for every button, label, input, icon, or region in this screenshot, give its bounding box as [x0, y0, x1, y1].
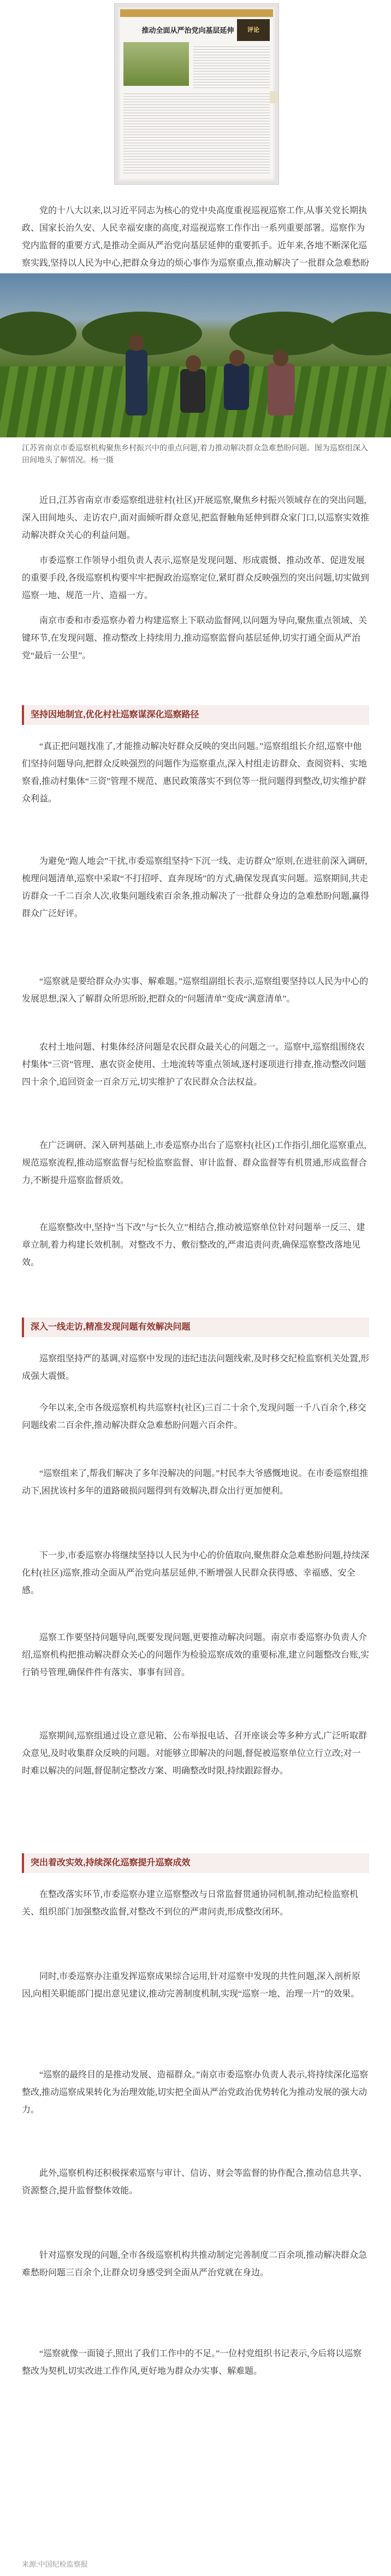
- paragraph: 南京市委和市委巡察办着力构建巡察上下联动监督网,以问题为导向,聚焦重点领域、关键环节,在发现问题、推动整改上持续用力,推动巡察监督向基层延伸,切实打通全面从严治党“最后一公里”。: [22, 616, 368, 660]
- paragraph: 近日,江苏省南京市委巡察组进驻村(社区)开展巡察,聚焦乡村振兴领域存在的突出问题,深入田间地头、走访农户,面对面倾听群众意见,把监督触角延伸到群众家门口,以巡察实效推动解决群众关心的利益问题。: [22, 496, 370, 540]
- person-figure: [126, 350, 147, 415]
- paragraph: 在整改落实环节,市委巡察办建立巡察整改与日常监督贯通协同机制,推动纪检监察机关、组织部门加强整改监督,对整改不到位的严肃问责,形成整改闭环。: [22, 1890, 359, 1917]
- paragraph: 此外,巡察机构还积极探索巡察与审计、信访、财会等监督的协作配合,推动信息共享、资源整合,提升监督整体效能。: [22, 2169, 368, 2196]
- article-source: 来源:中国纪检监察报: [22, 2560, 88, 2568]
- person-figure: [268, 364, 295, 415]
- paragraph: “真正把问题找准了,才能推动解决好群众反映的突出问题。”巡察组组长介绍,巡察中他们坚持问题导向,把群众反映强烈的问题作为巡察重点,深入村组走访群众、查阅资料、实地察看,推动村集体“三资”管理不规范、惠民政策落实不到位等一批问题得到整改,切实维护群众利益。: [22, 742, 368, 804]
- field-photo: [0, 273, 391, 437]
- paragraph: 在巡察整改中,坚持“当下改”与“长久立”相结合,推动被巡察单位针对问题举一反三、建章立制,着力构建长效机制。对整改不力、敷衍整改的,严肃追责问责,确保巡察整改落地见效。: [22, 1223, 365, 1267]
- paragraph: 农村土地问题、村集体经济问题是农民群众最关心的问题之一。巡察中,巡察组围绕农村集体“三资”管理、惠农资金使用、土地流转等重点领域,逐村逐项进行排查,推动整改问题四十余个,追回资金一百余万元,切实维护了农民群众合法权益。: [22, 1043, 366, 1087]
- paragraph: 巡察期间,巡察组通过设立意见箱、公布举报电话、召开座谈会等多种方式,广泛听取群众意见,及时收集群众反映的问题。对能够立即解决的问题,督促被巡察单位立行立改;对一时难以解决的问题,督促制定整改方案、明确整改时限,持续跟踪督办。: [22, 1731, 368, 1776]
- paragraph: 下一步,市委巡察办将继续坚持以人民为中心的价值取向,聚焦群众急难愁盼问题,持续深化村(社区)巡察,推动全面从严治党向基层延伸,不断增强人民群众获得感、幸福感、安全感。: [22, 1551, 370, 1595]
- newspaper-headline: 推动全面从严治党向基层延伸: [141, 26, 234, 34]
- person-figure: [180, 369, 205, 413]
- paragraph: “巡察组来了,帮我们解决了多年没解决的问题。”村民李大爷感慨地说。在市委巡察组推动下,困扰该村多年的道路破损问题得到有效解决,群众出行更加便利。: [22, 1469, 369, 1496]
- thumbnail-text-block: [123, 91, 270, 175]
- paragraph: 同时,市委巡察办注重发挥巡察成果综合运用,针对巡察中发现的共性问题,深入剖析原因,向相关职能部门提出意见建议,推动完善制度机制,实现“巡察一地、治理一片”的效果。: [22, 1972, 361, 1999]
- paragraph: 党的十八大以来,以习近平同志为核心的党中央高度重视巡视巡察工作,从事关党长期执政、国家长治久安、人民幸福安康的高度,对巡视巡察工作作出一系列重要部署。巡察作为党内监督的重要方式,是推动全面从严治党向基层延伸的重要抓手。近年来,各地不断深化巡察实践,坚持以人民为中心,把群众身边的烦心事作为巡察重点,推动解决了一批群众急难愁盼: [22, 206, 370, 268]
- person-figure: [224, 364, 249, 410]
- newspaper-page-thumbnail: [114, 3, 279, 185]
- section-heading: 突出着改实效,持续深化巡察提升巡察成效: [22, 1853, 369, 1873]
- photo-caption: 江苏省南京市委巡察机构聚焦乡村振兴中的重点问题,着力推动解决群众急难愁盼问题。图为巡察组深入田间地头了解情况。杨一摄: [22, 443, 368, 465]
- paragraph: 巡察组坚持严的基调,对巡察中发现的违纪违法问题线索,及时移交纪检监察机关处置,形成强大震慑。: [22, 1354, 370, 1381]
- paragraph: “巡察的最终目的是推动发展、造福群众。”南京市委巡察办负责人表示,将持续深化巡察整改,推动巡察成果转化为治理效能,切实把全面从严治党政治优势转化为推动发展的强大动力。: [22, 2070, 369, 2115]
- paragraph: “巡察就是要给群众办实事、解难题。”巡察组副组长表示,巡察组要坚持以人民为中心的发展思想,深入了解群众所思所盼,把群众的“问题清单”变成“满意清单”。: [22, 977, 369, 1004]
- paragraph: 市委巡察工作领导小组负责人表示,巡察是发现问题、形成震慑、推动改革、促进发展的重要手段,各级巡察机构要牢牢把握政治巡察定位,紧盯群众反映强烈的突出问题,切实做到巡察一地、规范一片、造福一方。: [22, 556, 370, 600]
- paragraph: 为避免“跑人地会”干扰,市委巡察组坚持“下沉一线、走访群众”原则,在进驻前深入调研,梳理问题清单,巡察中采取“不打招呼、直奔现场”的方式,确保发现真实问题。巡察期间,共走访群众一千二百余人次,收集问题线索百余条,推动解决了一批群众身边的急难愁盼问题,赢得群众广泛好评。: [22, 857, 370, 918]
- thumbnail-photo: [123, 42, 189, 86]
- paragraph: “巡察就像一面镜子,照出了我们工作中的不足。”一位村党组织书记表示,今后将以巡察整改为契机,切实改进工作作风,更好地为群众办实事、解难题。: [22, 2349, 362, 2376]
- thumbnail-text-lines: [193, 44, 270, 88]
- page-label: 评论: [237, 19, 270, 41]
- masthead-bar: [120, 9, 273, 17]
- paragraph: 今年以来,全市各级巡察机构共巡察村(社区)三百二十余个,发现问题一千八百余个,移交问题线索二百余件,推动解决群众急难愁盼问题六百余件。: [22, 1403, 366, 1430]
- section-heading: 深入一线走访,精准发现问题有效解决问题: [22, 1318, 369, 1337]
- paragraph: 巡察工作要坚持问题导向,既要发现问题,更要推动解决问题。南京市委巡察办负责人介绍,巡察机构把推动解决群众关心的问题作为检验巡察成效的重要标准,建立问题整改台账,实行销号管理,确保件件有落实、事事有回音。: [22, 1633, 370, 1677]
- paragraph: 针对巡察发现的问题,全市各级巡察机构共推动制定完善制度二百余项,推动解决群众急难愁盼问题三百余个,让群众切身感受到全面从严治党就在身边。: [22, 2251, 368, 2278]
- section-heading: 坚持因地制宜,优化村社巡察谋深化巡察路径: [22, 705, 369, 725]
- paragraph: 在广泛调研、深入研判基础上,市委巡察办出台了巡察村(社区)工作指引,细化巡察重点,规范巡察流程,推动巡察监督与纪检监察监督、审计监督、群众监督等有机贯通,形成监督合力,不断提升巡察监督质效。: [22, 1141, 368, 1185]
